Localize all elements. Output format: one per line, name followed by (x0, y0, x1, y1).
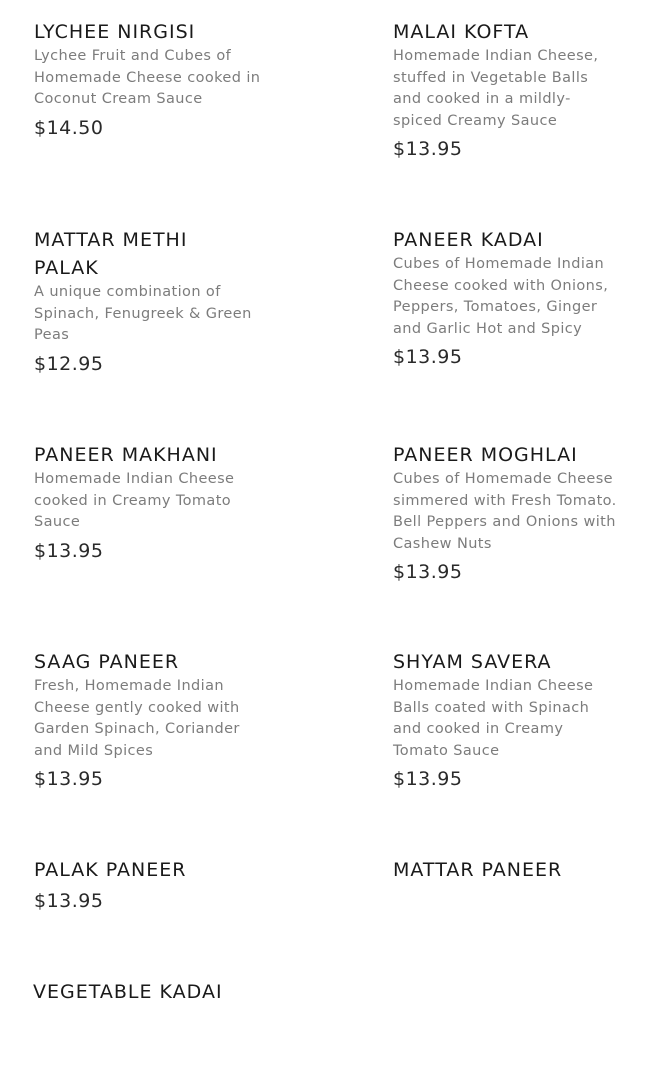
item-price: $13.95 (34, 890, 104, 912)
item-name: LYCHEE NIRGISI (34, 21, 196, 43)
item-name: PALAK PANEER (34, 859, 187, 881)
item-price: $13.95 (34, 768, 104, 790)
item-name: MATTAR METHI PALAK (34, 229, 188, 279)
item-price: $13.95 (393, 346, 463, 368)
menu-item (34, 441, 264, 564)
menu-item (33, 978, 293, 1006)
item-name: VEGETABLE KADAI (33, 981, 223, 1003)
item-description: Homemade Indian Cheese Balls coated with Spinach and cooked in Creamy Tomato Sauce (393, 678, 594, 759)
item-price: $13.95 (393, 138, 463, 160)
item-name: SHYAM SAVERA (393, 651, 552, 673)
item-description: Homemade Indian Cheese cooked in Creamy Tomato Sauce (34, 471, 235, 530)
item-price: $14.50 (34, 116, 104, 139)
item-price: $13.95 (34, 539, 104, 562)
item-name: PANEER KADAI (393, 229, 544, 251)
item-name: SAAG PANEER (34, 651, 180, 673)
menu-item (393, 226, 619, 370)
menu-item (393, 441, 625, 585)
item-description: Cubes of Homemade Cheese simmered with Fresh Tomato. Bell Peppers and Onions with Cashew Nuts (393, 471, 617, 552)
item-name: MALAI KOFTA (393, 21, 530, 43)
item-description: Cubes of Homemade Indian Cheese cooked with Onions, Peppers, Tomatoes, Ginger and Garlic Hot and Spicy (393, 256, 609, 337)
menu-item (34, 226, 252, 377)
item-price: $13.95 (393, 768, 463, 790)
item-description: A unique combination of Spinach, Fenugreek & Green Peas (34, 284, 252, 343)
item-name: MATTAR PANEER (393, 859, 563, 881)
menu-item (34, 648, 264, 792)
item-name: PANEER MAKHANI (34, 444, 218, 466)
menu-item (34, 856, 264, 914)
item-description: Homemade Indian Cheese, stuffed in Vegetable Balls and cooked in a mildly-spiced Creamy Sauce (393, 48, 599, 129)
item-name: PANEER MOGHLAI (393, 444, 578, 466)
item-description: Lychee Fruit and Cubes of Homemade Cheese cooked in Coconut Cream Sauce (34, 48, 261, 107)
menu-item (393, 18, 619, 162)
item-price: $13.95 (393, 561, 463, 583)
item-description: Fresh, Homemade Indian Cheese gently cooked with Garden Spinach, Coriander and Mild Spices (34, 678, 240, 759)
menu-item (393, 648, 608, 792)
menu-item (393, 856, 623, 884)
item-price: $12.95 (34, 352, 104, 375)
menu-item (34, 18, 264, 141)
